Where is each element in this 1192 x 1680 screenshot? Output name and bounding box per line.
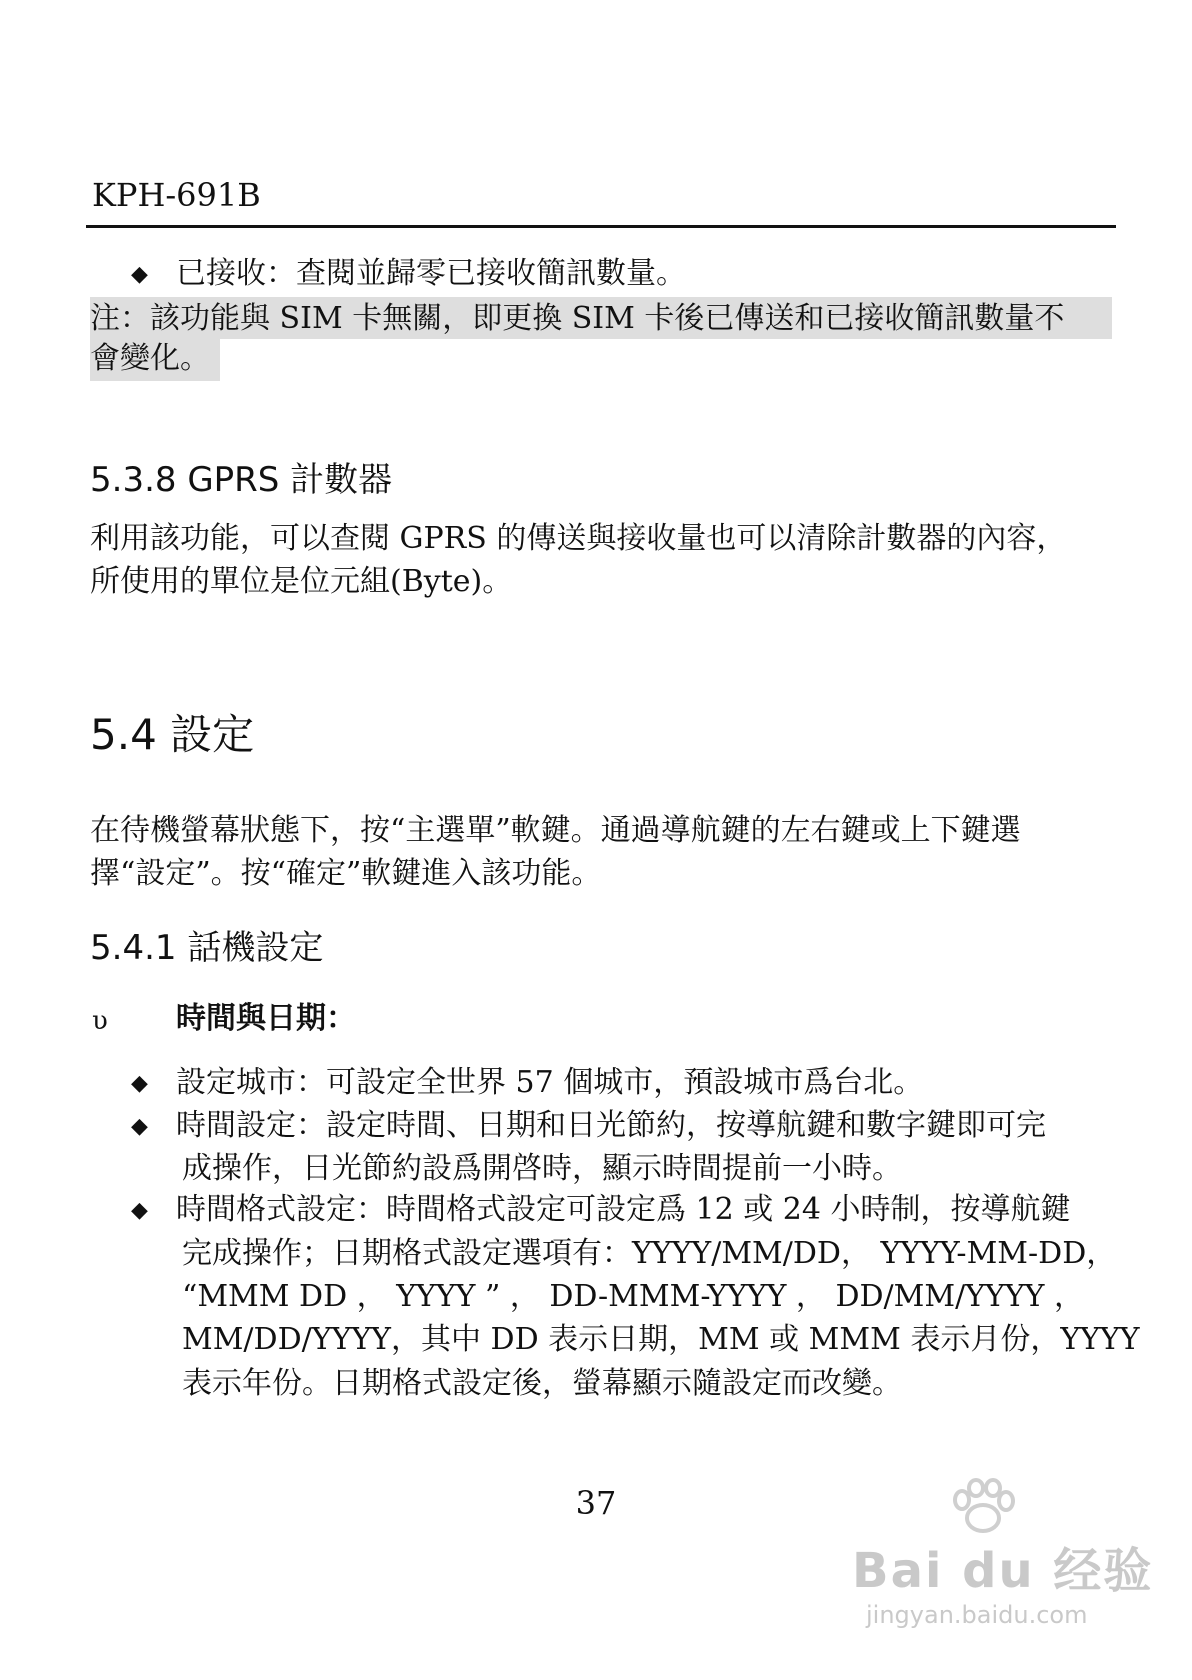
paw-logo-icon: [948, 1478, 1018, 1538]
list-item-continued: 成操作，日光節約設爲開啓時，顯示時間提前一小時。: [182, 1151, 902, 1186]
note-line: 會變化。: [90, 341, 210, 376]
list-item: 時間設定：設定時間、日期和日光節約，按導航鍵和數字鍵即可完: [176, 1108, 1046, 1143]
bullet-received: 已接收：查閱並歸零已接收簡訊數量。: [176, 256, 686, 291]
document-title: KPH-691B: [92, 176, 261, 214]
diamond-bullet-icon: ◆: [131, 1071, 148, 1096]
section-heading-gprs: 5.3.8 GPRS 計數器: [90, 460, 393, 500]
section-heading-phone-settings: 5.4.1 話機設定: [90, 928, 324, 968]
list-item: 時間格式設定：時間格式設定可設定爲 12 或 24 小時制，按導航鍵: [176, 1192, 1071, 1227]
list-item: 設定城市：可設定全世界 57 個城市，預設城市爲台北。: [176, 1065, 924, 1100]
paragraph-line: 擇“設定”。按“確定”軟鍵進入該功能。: [90, 856, 602, 891]
note-box: [90, 297, 1112, 381]
note-line: 注：該功能與 SIM 卡無關，即更換 SIM 卡後已傳送和已接收簡訊數量不: [90, 301, 1065, 336]
header-divider: [86, 225, 1116, 228]
list-item-continued: MM/DD/YYYY，其中 DD 表示日期，MM 或 MMM 表示月份，YYYY: [182, 1322, 1140, 1357]
diamond-bullet-icon: ◆: [131, 1114, 148, 1139]
paragraph-line: 利用該功能，可以查閱 GPRS 的傳送與接收量也可以清除計數器的內容，: [90, 521, 1067, 556]
subheading-time-date: 時間與日期：: [176, 1001, 356, 1036]
list-marker: υ: [92, 1006, 108, 1036]
note-text: [90, 299, 1112, 379]
diamond-bullet-icon: ◆: [131, 262, 148, 287]
watermark-url: jingyan.baidu.com: [866, 1601, 1088, 1629]
section-heading-settings: 5.4 設定: [90, 710, 255, 759]
paragraph-line: 所使用的單位是位元組(Byte)。: [90, 564, 513, 599]
baidu-watermark: [852, 1532, 1153, 1629]
paragraph-line: 在待機螢幕狀態下，按“主選單”軟鍵。通過導航鍵的左右鍵或上下鍵選: [90, 813, 1021, 848]
watermark-brand: Bai du 经验: [852, 1543, 1154, 1599]
diamond-bullet-icon: ◆: [131, 1198, 148, 1223]
list-item-continued: 表示年份。日期格式設定後，螢幕顯示隨設定而改變。: [182, 1366, 902, 1401]
list-item-continued: “MMM DD ， YYYY ” ， DD-MMM-YYYY ， DD/MM/YYYY ，: [182, 1279, 1084, 1314]
page-number: 37: [575, 1484, 617, 1522]
list-item-continued: 完成操作；日期格式設定選項有：YYYY/MM/DD， YYYY-MM-DD，: [182, 1236, 1117, 1271]
